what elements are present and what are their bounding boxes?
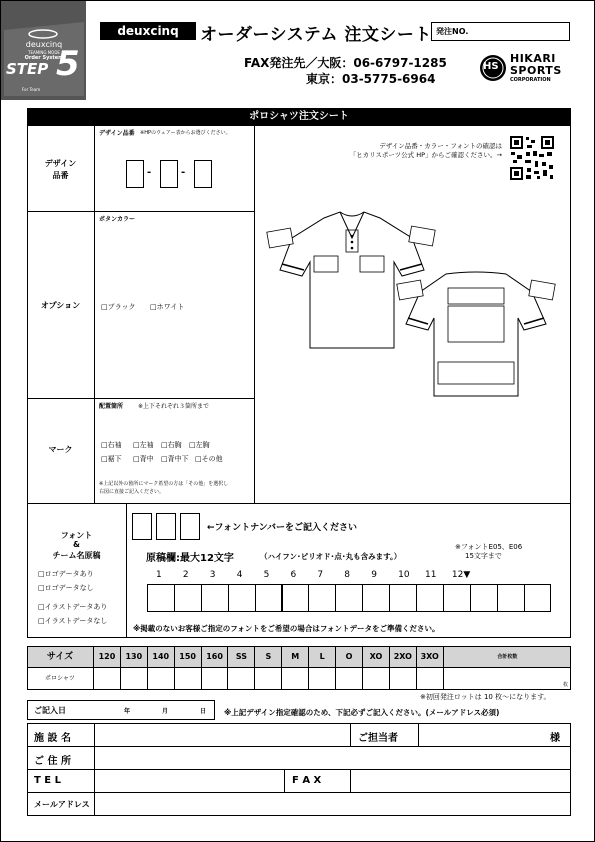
badge-step: STEP — [6, 60, 49, 78]
size-header-cell: 3XO — [417, 646, 444, 668]
size-header-cell: 130 — [121, 646, 148, 668]
size-header-cell: XO — [363, 646, 390, 668]
design-sub-note: ※HPのウェアー表からお選びください。 — [140, 130, 231, 136]
lot-note: ※初回発注ロットは 10 枚〜になります。 — [420, 693, 551, 701]
mark-hem[interactable]: □ 裾下 — [101, 454, 122, 464]
order-no-label: 発注NO. — [436, 27, 469, 36]
size-header-cell: 120 — [94, 646, 121, 668]
mark-left-sleeve[interactable]: □ 左袖 — [133, 440, 154, 450]
total-unit: 枚 — [562, 682, 568, 688]
button-color-black[interactable]: □ ブラック — [101, 302, 136, 312]
mark-back-lower[interactable]: □ 背中下 — [161, 454, 189, 464]
font-e-note-1: ※フォントE05、E06 — [455, 543, 523, 551]
size-header-cell: SS — [229, 646, 256, 668]
size-header-cell: 140 — [148, 646, 175, 668]
logo-data-no[interactable]: □ ロゴデータなし — [38, 583, 94, 593]
size-header-cell: M — [282, 646, 309, 668]
draft-number-row — [146, 570, 480, 582]
brand-logo: deuxcinq — [100, 22, 196, 40]
draft-number-label: 9 — [371, 570, 377, 580]
illust-data-yes[interactable]: □ イラストデータあり — [38, 602, 107, 612]
font-footnote: ※掲載のないお客様ご指定のフォントをご希望の場合はフォントデータをご準備ください。 — [133, 624, 440, 633]
tokyo-line: 東京：03-5775-6964 — [306, 72, 436, 86]
size-qty-cell[interactable] — [309, 668, 336, 690]
design-sub-label: デザイン品番 — [99, 130, 135, 137]
facility-input[interactable] — [95, 724, 349, 745]
size-qty-cell[interactable] — [255, 668, 282, 690]
draft-char-cell[interactable] — [147, 584, 175, 612]
mark-placement-note: ※上下それぞれ３箇所まで — [138, 403, 210, 410]
section-title: ポロシャツ注文シート — [27, 108, 571, 126]
draft-title: 原稿欄:最大12文字 — [146, 553, 234, 564]
button-color-white[interactable]: □ ホワイト — [150, 302, 184, 312]
badge-number: 5 — [56, 44, 80, 84]
confirm-note-1: デザイン品番・カラー・フォントの確認は — [379, 142, 502, 150]
font-number-box-2[interactable] — [156, 513, 176, 540]
design-code-box-3[interactable] — [194, 160, 212, 188]
size-header-cell: L — [309, 646, 336, 668]
draft-number-label: 5 — [263, 570, 270, 580]
address-input[interactable] — [95, 747, 570, 768]
draft-grid — [147, 584, 547, 612]
draft-number-label: 12▼ — [451, 570, 471, 580]
size-qty-cell[interactable] — [390, 668, 417, 690]
draft-number-label: 10 — [398, 570, 410, 580]
font-number-prompt: ←フォントナンバーをご記入ください — [207, 523, 358, 533]
mark-placement-label: 配置箇所 — [99, 403, 124, 410]
entry-note: ※上記デザイン指定確認のため、下記必ずご記入ください。(メールアドレス必須) — [224, 708, 500, 717]
font-e-note-2: 15文字まで — [465, 552, 502, 560]
size-header-cell: O — [336, 646, 363, 668]
address-label: ご 住 所 — [34, 756, 71, 767]
illust-data-no[interactable]: □ イラストデータなし — [38, 616, 107, 626]
size-qty-cell[interactable] — [175, 668, 202, 690]
draft-char-cell[interactable] — [389, 584, 417, 612]
hikari-logo — [478, 52, 573, 84]
draft-char-cell[interactable] — [174, 584, 202, 612]
draft-number-label: 8 — [344, 570, 351, 580]
size-header-cell: 160 — [202, 646, 229, 668]
size-label: サイズ — [27, 646, 94, 668]
honorific: 様 — [550, 733, 560, 744]
font-number-box-3[interactable] — [180, 513, 200, 540]
mail-input[interactable] — [95, 793, 570, 815]
draft-number-label: 7 — [317, 570, 324, 580]
size-table — [27, 646, 571, 690]
design-label: デザイン 品番 — [44, 159, 77, 180]
draft-char-cell[interactable] — [497, 584, 525, 612]
size-qty-cell[interactable] — [282, 668, 309, 690]
draft-char-cell[interactable] — [228, 584, 256, 612]
badge-brand: deuxcinq — [25, 40, 63, 49]
draft-note: （ハイフン･ピリオド･点･丸も含みます。） — [260, 552, 402, 561]
fax-label: F A X — [292, 775, 322, 786]
mark-footnote-1: ※上記以外の箇所にマーク希望の方は「その他」を選択し — [99, 481, 229, 487]
badge-sub2: Order System — [24, 55, 64, 61]
size-qty-cell[interactable] — [202, 668, 229, 690]
mark-other[interactable]: □ その他 — [195, 454, 223, 464]
hikari-line2: SPORTS — [510, 64, 562, 77]
size-qty-cell[interactable] — [94, 668, 121, 690]
draft-number-label: 4 — [236, 570, 243, 580]
person-label: ご担当者 — [358, 733, 398, 744]
mark-back[interactable]: □ 背中 — [133, 454, 154, 464]
page-title: オーダーシステム 注文シート — [200, 25, 432, 45]
hikari-mark: HS — [483, 61, 499, 72]
badge-sub1: TEAMING MODE — [28, 50, 60, 55]
fax-input[interactable] — [351, 770, 570, 791]
step-badge — [0, 0, 86, 100]
mark-footnote-2: 右図に直接ご記入ください。 — [99, 489, 165, 495]
total-label: 合計枚数 — [497, 654, 518, 660]
draft-number-label: 3 — [209, 570, 216, 580]
polo-back-illustration — [396, 268, 556, 400]
draft-number-label: 6 — [290, 570, 297, 580]
draft-number-label: 11 — [425, 570, 437, 580]
tel-input[interactable] — [95, 770, 283, 791]
mark-left-chest[interactable]: □ 左胸 — [189, 440, 210, 450]
size-qty-cell[interactable] — [417, 668, 444, 690]
qr-code[interactable] — [509, 135, 555, 181]
draft-char-cell[interactable] — [282, 584, 310, 612]
size-qty-cell[interactable] — [336, 668, 363, 690]
draft-char-cell[interactable] — [201, 584, 229, 612]
person-input[interactable] — [419, 724, 549, 745]
font-label-2: & — [73, 540, 80, 549]
draft-char-cell[interactable] — [362, 584, 390, 612]
size-header-cell: 150 — [175, 646, 202, 668]
design-sep-1: - — [147, 167, 152, 178]
badge-for: For Team — [22, 87, 41, 92]
draft-char-cell[interactable] — [308, 584, 336, 612]
size-qty-cell[interactable] — [363, 668, 390, 690]
entry-year: 年 — [124, 708, 131, 715]
size-qty-cell[interactable] — [229, 668, 256, 690]
logo-data-yes[interactable]: □ ロゴデータあり — [38, 569, 94, 579]
mark-right-sleeve[interactable]: □ 右袖 — [101, 440, 122, 450]
option-label: オプション — [40, 301, 81, 310]
hikari-line3: CORPORATION — [510, 77, 551, 83]
draft-number-label: 1 — [156, 570, 162, 580]
design-code-box-2[interactable] — [160, 160, 178, 188]
hikari-line1: HIKARI — [510, 52, 556, 65]
entry-day: 日 — [200, 708, 207, 715]
order-no-field[interactable] — [431, 22, 570, 41]
design-code-box-1[interactable] — [126, 160, 144, 188]
size-header-cell: S — [255, 646, 282, 668]
confirm-note-2: 「ヒカリスポーツ公式 HP」からご確認ください。→ — [349, 151, 502, 159]
size-qty-cell[interactable] — [148, 668, 175, 690]
draft-char-cell[interactable] — [416, 584, 444, 612]
draft-char-cell[interactable] — [524, 584, 552, 612]
mark-label: マーク — [48, 445, 73, 454]
draft-char-cell[interactable] — [335, 584, 363, 612]
tel-label: T E L — [34, 775, 61, 786]
size-qty-cell[interactable] — [121, 668, 148, 690]
facility-label: 施 設 名 — [34, 733, 71, 744]
mark-right-chest[interactable]: □ 右胸 — [161, 440, 182, 450]
draft-number-label: 2 — [182, 570, 189, 580]
font-label-3: チーム名原稿 — [52, 551, 101, 560]
font-number-box-1[interactable] — [132, 513, 152, 540]
size-row-label: ポロシャツ — [27, 668, 94, 690]
design-sep-2: - — [181, 167, 186, 178]
draft-char-cell[interactable] — [443, 584, 471, 612]
size-header-cell: 2XO — [390, 646, 417, 668]
total-qty-cell[interactable] — [444, 668, 571, 690]
entry-date-label: ご記入日 — [34, 706, 66, 715]
button-color-label: ボタンカラー — [99, 216, 136, 223]
draft-char-cell[interactable] — [255, 584, 283, 612]
entry-date-field[interactable] — [27, 700, 215, 720]
fax-line: FAX発注先／大阪：06-6797-1285 — [244, 56, 447, 70]
entry-month: 月 — [162, 708, 169, 715]
font-label-1: フォント — [60, 531, 93, 540]
draft-char-cell[interactable] — [470, 584, 498, 612]
mail-label: メールアドレス — [34, 800, 90, 809]
